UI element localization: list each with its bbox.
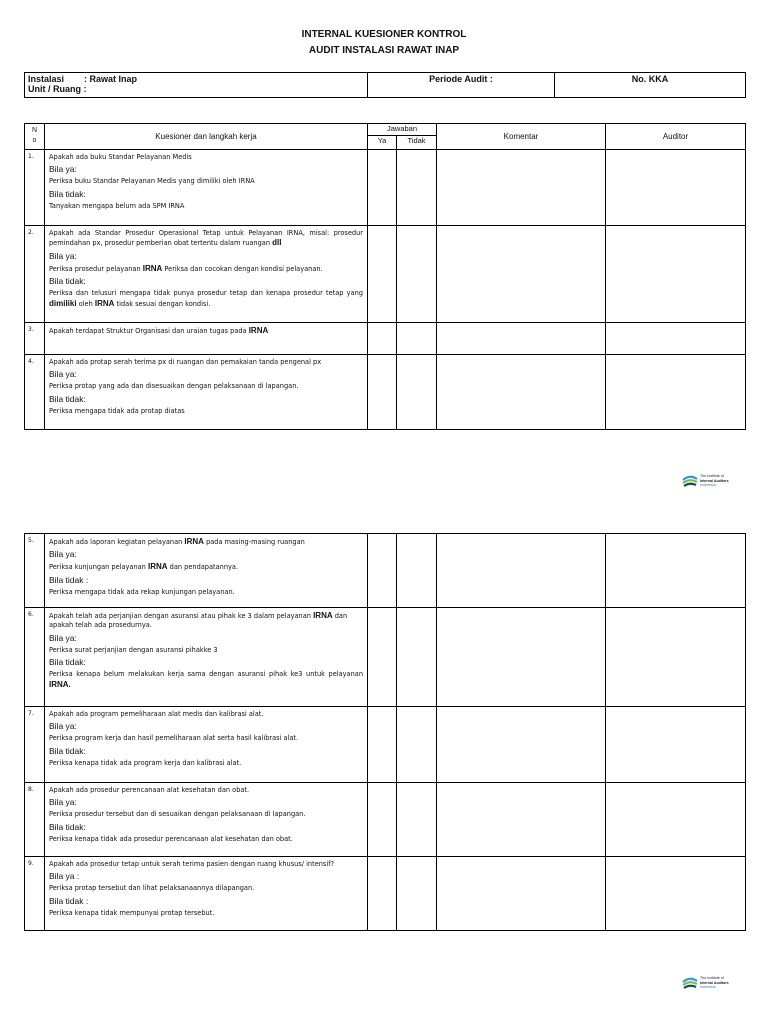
instalasi-value: : Rawat Inap [84,74,138,84]
question-text-bold: IRNA [248,326,269,335]
logo-text-line2: Internal Auditors [700,478,729,483]
question-text: Apakah telah ada perjanjian dengan asuransi atau pihak ke 3 dalam pelayanan [49,612,311,620]
komentar-cell[interactable] [437,608,606,707]
question-text: Apakah ada program pemeliharaan alat medis dan kalibrasi alat. [49,710,264,718]
bila-tidak-label: Bila tidak: [49,821,86,832]
ya-step: Periksa prosedur pelayanan [49,264,141,273]
ya-cell[interactable] [368,534,397,608]
bila-tidak-label: Bila tidak: [49,276,86,287]
tidak-cell[interactable] [397,355,437,430]
bila-tidak-label: Bila tidak: [49,393,86,404]
ya-cell[interactable] [368,150,397,226]
question-text-bold: dll [272,238,282,248]
ya-cell[interactable] [368,355,397,430]
row-number: 3. [25,323,45,355]
auditor-cell[interactable] [606,608,746,707]
tidak-step-bold: dimiliki [49,298,77,308]
question-text: Apakah ada laporan kegiatan pelayanan [49,538,183,546]
ya-cell[interactable] [368,608,397,707]
tidak-cell[interactable] [397,707,437,783]
bila-ya-label: Bila ya: [49,549,77,560]
unit-ruang-label: Unit / Ruang : [28,84,87,94]
auditor-cell[interactable] [606,707,746,783]
tidak-step: Periksa mengapa tidak ada rekap kunjungan pelayanan. [49,587,235,596]
iia-logo [682,473,742,491]
bila-tidak-label: Bila tidak: [49,657,86,668]
bila-ya-label: Bila ya : [49,871,80,882]
ya-step: Periksa surat perjanjian dengan asuransi pihakke 3 [49,645,218,654]
bila-ya-label: Bila ya: [49,250,77,261]
tidak-step: Periksa kenapa tidak mempunyai protap tersebut. [49,908,215,917]
question-cell [45,355,368,430]
bila-ya-label: Bila ya: [49,721,77,732]
question-text: Apakah ada prosedur tetap untuk serah terima pasien dengan ruang khusus/ intensif? [49,860,335,868]
bila-tidak-label: Bila tidak: [49,745,86,756]
table-row [25,534,746,608]
no-kka-label: No. KKA [555,73,746,98]
iia-globe-icon [682,975,698,991]
col-tidak-header: Tidak [397,136,437,150]
question-cell [45,323,368,355]
ya-step: Periksa prosedur tersebut dan di sesuaikan dengan pelaksanaan di lapangan. [49,810,306,819]
auditor-cell[interactable] [606,857,746,931]
ya-step: Periksa protap tersebut dan lihat pelaksanaannya dilapangan. [49,884,255,893]
col-kuesioner-header: Kuesioner dan langkah kerja [45,124,368,150]
logo-text-line3: Indonesia [700,985,716,989]
row-number: 8. [25,783,45,857]
bila-ya-label: Bila ya: [49,797,77,808]
tidak-cell[interactable] [397,226,437,323]
komentar-cell[interactable] [437,355,606,430]
question-text: Apakah ada buku Standar Pelayanan Medis [49,153,192,161]
row-number: 6. [25,608,45,707]
tidak-step: Periksa dan telusuri mengapa tidak punya prosedur tetap dan kenapa prosedur tetap yang [49,289,363,298]
komentar-cell[interactable] [437,150,606,226]
table-row [25,608,746,707]
komentar-cell[interactable] [437,226,606,323]
question-text-bold: IRNA [313,611,333,620]
logo-text-line2: Internal Auditors [700,980,729,985]
document-title-line2: AUDIT INSTALASI RAWAT INAP [308,45,460,56]
row-number: 1. [25,150,45,226]
header-info-table [24,72,746,98]
question-text: Apakah terdapat Struktur Organisasi dan uraian tugas pada [49,327,247,335]
komentar-cell[interactable] [437,534,606,608]
tidak-step-bold: IRNA. [49,679,71,689]
question-text-cont: dan apakah telah ada prosedurnya. [49,612,348,630]
row-number: 2. [25,226,45,323]
bila-tidak-label: Bila tidak : [49,574,89,585]
question-cell [45,608,368,707]
ya-cell[interactable] [368,707,397,783]
tidak-step: Tanyakan mengapa belum ada SPM IRNA [49,201,185,210]
table-row [25,150,746,226]
col-auditor-header: Auditor [606,124,746,150]
tidak-step-end: tidak sesuai dengan kondisi. [116,299,211,308]
ya-step-bold: IRNA [147,562,168,572]
ya-cell[interactable] [368,323,397,355]
col-ya-header: Ya [368,136,397,150]
logo-text-line1: The Institute of [700,474,724,478]
tidak-cell[interactable] [397,323,437,355]
auditor-cell[interactable] [606,150,746,226]
bila-ya-label: Bila ya: [49,164,77,175]
table-row [25,857,746,931]
kuesioner-table-page1 [24,123,746,430]
ya-step: Periksa buku Standar Pelayanan Medis yang dimiliki oleh IRNA [49,177,255,186]
komentar-cell[interactable] [437,323,606,355]
auditor-cell[interactable] [606,783,746,857]
row-number: 9. [25,857,45,931]
question-text: Apakah ada protap serah terima px di ruangan dan pemakaian tanda pengenal px [49,358,322,366]
kuesioner-table-page2 [24,533,746,931]
iia-logo [682,975,742,993]
auditor-cell[interactable] [606,534,746,608]
komentar-cell[interactable] [437,857,606,931]
row-number: 4. [25,355,45,430]
ya-cell[interactable] [368,226,397,323]
auditor-cell[interactable] [606,323,746,355]
logo-text-line3: Indonesia [700,483,716,487]
tidak-step: Periksa kenapa tidak ada prosedur perencanaan alat kesehatan dan obat. [49,834,293,843]
tidak-cell[interactable] [397,150,437,226]
tidak-cell[interactable] [397,534,437,608]
question-cell [45,783,368,857]
question-text: Apakah ada prosedur perencanaan alat kesehatan dan obat. [49,786,250,794]
tidak-step-cont: oleh [78,299,93,308]
table-row [25,226,746,323]
tidak-step-bold-2: IRNA [94,298,115,308]
question-text-cont: pada masing-masing ruangan [206,538,305,546]
tidak-step: Periksa kenapa belum melakukan kerja sama dengan asuransi pihak ke3 untuk pelayanan [49,670,363,679]
question-cell [45,707,368,783]
question-text-bold: IRNA [184,537,204,546]
bila-tidak-label: Bila tidak : [49,895,89,906]
row-number: 7. [25,707,45,783]
ya-step-cont: Periksa dan cocokan dengan kondisi pelayanan. [164,264,323,273]
table-row [25,323,746,355]
auditor-cell[interactable] [606,226,746,323]
table-row [25,355,746,430]
question-text: Apakah ada Standar Prosedur Operasional Tetap untuk Pelayanan IRNA, misal: prosedur pemindahan px, prosedur pemberian obat tertentu dalam ruangan [49,229,363,248]
col-komentar-header: Komentar [437,124,606,150]
table-row [25,707,746,783]
ya-cell[interactable] [368,857,397,931]
iia-globe-icon [682,473,698,489]
question-cell [45,150,368,226]
ya-cell[interactable] [368,783,397,857]
ya-step: Periksa kunjungan pelayanan [49,563,146,572]
bila-tidak-label: Bila tidak: [49,188,86,199]
tidak-cell[interactable] [397,783,437,857]
document-title-line1: INTERNAL KUESIONER KONTROL [301,29,467,40]
bila-ya-label: Bila ya: [49,632,77,643]
komentar-cell[interactable] [437,783,606,857]
instalasi-label: Instalasi [28,74,65,84]
question-cell [45,857,368,931]
row-number: 5. [25,534,45,608]
logo-text-line1: The Institute of [700,976,724,980]
tidak-step: Periksa kenapa tidak ada program kerja dan kalibrasi alat. [49,758,242,767]
ya-step-bold: IRNA [142,263,163,273]
tidak-cell[interactable] [397,608,437,707]
col-no-header: N o [25,124,45,150]
ya-step-cont: dan pendapatannya. [169,563,239,572]
tidak-cell[interactable] [397,857,437,931]
col-jawaban-header: Jawaban [368,124,437,136]
ya-step: Periksa protap yang ada dan disesuaikan dengan pelaksanaan di lapangan. [49,382,299,391]
bila-ya-label: Bila ya: [49,369,77,380]
question-cell [45,226,368,323]
komentar-cell[interactable] [437,707,606,783]
question-cell [45,534,368,608]
ya-step: Periksa program kerja dan hasil pemeliharaan alat serta hasil kalibrasi alat. [49,734,299,743]
periode-audit-label: Periode Audit : [368,73,555,98]
tidak-step: Periksa mengapa tidak ada protap diatas [49,406,185,415]
table-row [25,783,746,857]
auditor-cell[interactable] [606,355,746,430]
